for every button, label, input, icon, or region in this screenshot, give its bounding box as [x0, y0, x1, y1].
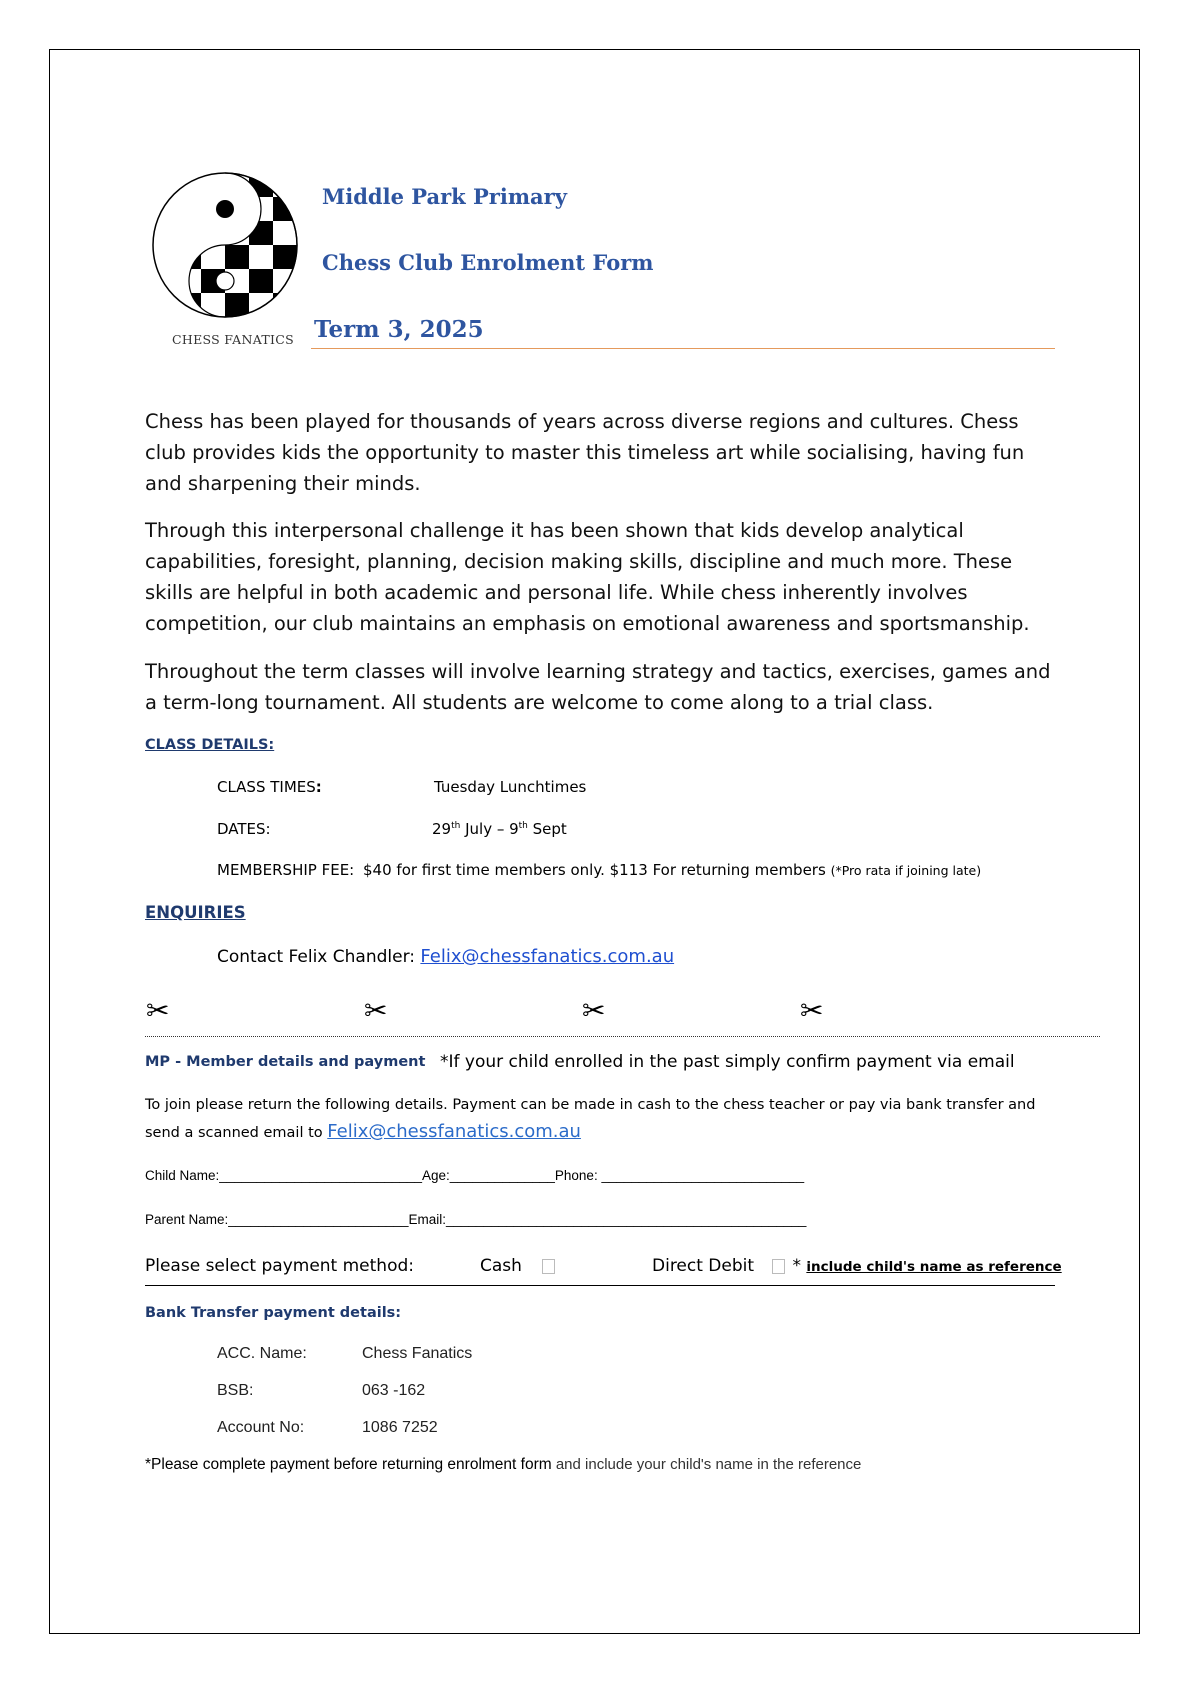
direct-debit-checkbox[interactable]: [772, 1259, 785, 1274]
payment-method-prompt: Please select payment method:: [145, 1256, 414, 1276]
membership-fee: [217, 861, 981, 879]
parent-name-label: Parent Name:: [145, 1212, 229, 1227]
phone-label: Phone:: [554, 1168, 602, 1183]
logo-text: CHESS FANATICS: [172, 332, 294, 347]
form-title: Chess Club Enrolment Form: [322, 250, 654, 275]
member-details-heading: MP - Member details and payment: [145, 1054, 426, 1070]
direct-debit-label: Direct Debit: [652, 1256, 755, 1276]
bsb-value: 063 -162: [362, 1382, 426, 1399]
age-field[interactable]: ______________: [449, 1168, 555, 1183]
intro-paragraph-2: Through this interpersonal challenge it has been shown that kids develop analytical capabilities, foresight, planning, decision making skills, discipline and much more. These skills are helpful in both academic and personal life. While chess inherently involves competition, our club maintains an emphasis on emotional awareness and sportsmanship.: [145, 519, 1030, 635]
yin-yang-chessboard-icon: [150, 168, 300, 320]
acc-name-label: ACC. Name:: [217, 1345, 307, 1362]
age-label: Age:: [422, 1168, 450, 1183]
past-enrolment-note: *If your child enrolled in the past simply confirm payment via email: [440, 1052, 1015, 1072]
intro-paragraph-1: Chess has been played for thousands of years across diverse regions and cultures. Chess club provides kids the opportunity to master this timeless art while socialising, having fun and sharpening their minds.: [145, 410, 1025, 495]
scissors-icon: ✂: [582, 994, 606, 1027]
membership-fee-label: MEMBERSHIP FEE:: [217, 861, 355, 879]
join-instructions-line-1: To join please return the following details. Payment can be made in cash to the chess teacher or pay via bank transfer and: [145, 1097, 1036, 1113]
intro-paragraph-3: Throughout the term classes will involve learning strategy and tactics, exercises, games and a term-long tournament. All students are welcome to come along to a trial class.: [145, 660, 1051, 714]
enquiries-email-link[interactable]: Felix@chessfanatics.com.au: [420, 946, 675, 967]
bank-transfer-heading: Bank Transfer payment details:: [145, 1305, 402, 1321]
payment-footer-note: *Please complete payment before returning enrolment form and include your child's name in the reference: [145, 1456, 862, 1473]
contact-line: Contact Felix Chandler: Felix@chessfanatics.com.au: [217, 946, 675, 967]
term-title: Term 3, 2025: [314, 316, 484, 343]
scissors-icon: ✂: [364, 994, 388, 1027]
scissors-icon: ✂: [800, 994, 824, 1027]
class-details-heading: CLASS DETAILS:: [145, 737, 275, 753]
header-rule: [311, 348, 1055, 349]
cash-checkbox[interactable]: [542, 1259, 555, 1274]
child-details-row: [145, 1168, 804, 1183]
child-name-field[interactable]: ___________________________: [219, 1168, 422, 1183]
school-name: Middle Park Primary: [322, 184, 567, 209]
parent-name-field[interactable]: ________________________: [228, 1212, 409, 1227]
phone-field[interactable]: ___________________________: [601, 1168, 805, 1183]
bsb-label: BSB:: [217, 1382, 254, 1399]
direct-debit-option: Direct Debit * include child's name as reference: [652, 1256, 1062, 1276]
class-times-value: Tuesday Lunchtimes: [434, 778, 587, 796]
member-email-link[interactable]: Felix@chessfanatics.com.au: [327, 1121, 581, 1142]
chess-fanatics-logo: [150, 168, 300, 320]
class-times-label: CLASS TIMES:: [217, 778, 322, 796]
scissors-icon: ✂: [146, 994, 170, 1027]
parent-details-row: [145, 1212, 806, 1227]
payment-rule: [145, 1285, 1055, 1286]
dates-label: DATES:: [217, 820, 271, 838]
enquiries-heading: ENQUIRIES: [145, 903, 246, 922]
email-label: Email:: [408, 1212, 447, 1227]
membership-fee-note: (*Pro rata if joining late): [830, 863, 982, 878]
reference-note: include child's name as reference: [806, 1259, 1062, 1275]
membership-fee-value: $40 for first time members only. $113 For returning members: [363, 861, 826, 879]
child-name-label: Child Name:: [145, 1168, 220, 1183]
acc-name-value: Chess Fanatics: [362, 1345, 473, 1362]
cash-option: [480, 1256, 555, 1276]
dates-value: 29th July – 9th Sept: [432, 820, 567, 838]
account-number-value: 1086 7252: [362, 1419, 438, 1436]
join-instructions-line-2: send a scanned email to Felix@chessfanatics.com.au: [145, 1121, 581, 1142]
cash-label: Cash: [480, 1256, 522, 1276]
account-number-label: Account No:: [217, 1419, 305, 1436]
email-field[interactable]: ________________________________________________: [446, 1212, 807, 1227]
dotted-cut-line: [145, 1036, 1100, 1037]
